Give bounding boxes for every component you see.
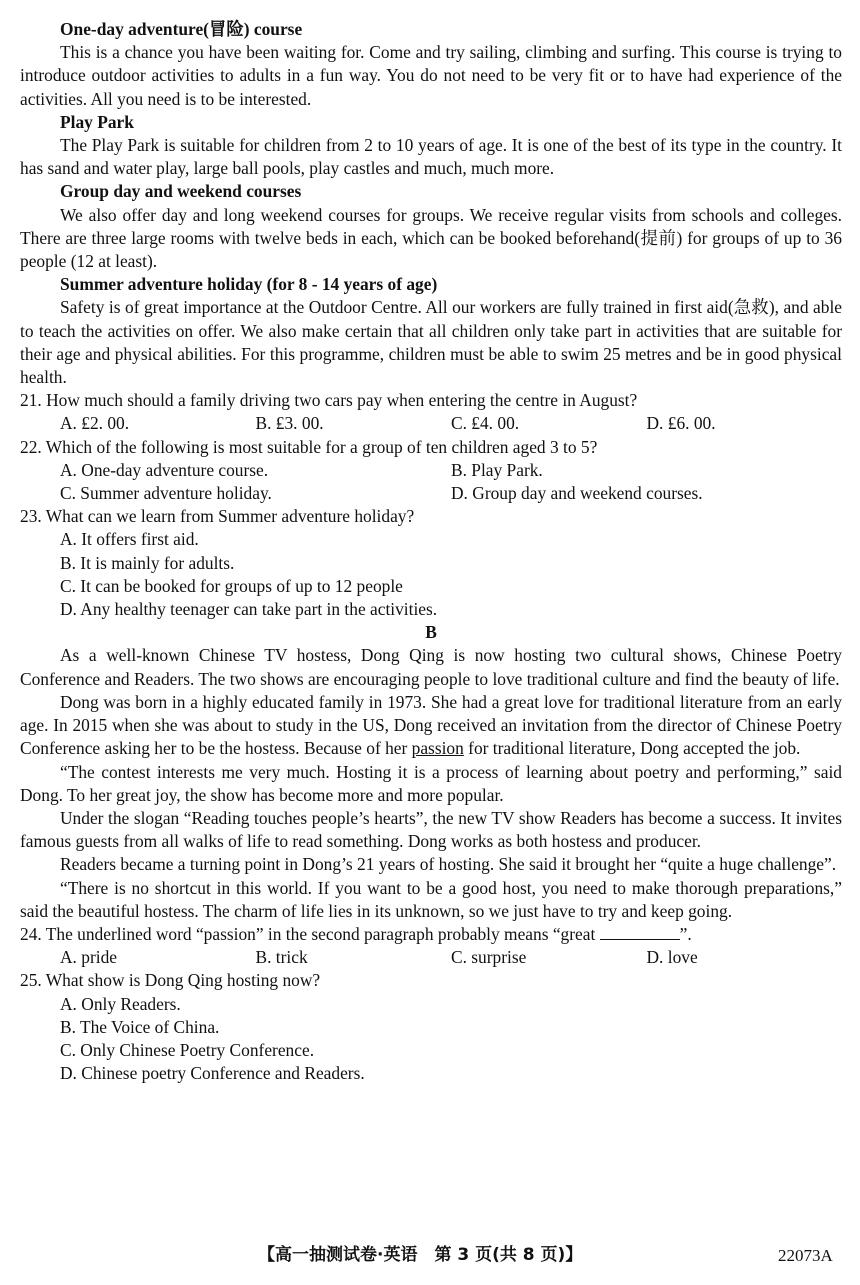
question-25-option-a[interactable]: A. Only Readers. bbox=[60, 993, 181, 1014]
question-24-option-d[interactable]: D. love bbox=[646, 947, 698, 968]
question-24-stem-before: 24. The underlined word “passion” in the second paragraph probably means “great bbox=[20, 923, 600, 944]
heading-one-day-adventure: One-day adventure(冒险) course bbox=[60, 19, 303, 39]
paragraph-b-2-after: for traditional literature, Dong accepted the job. bbox=[463, 738, 801, 759]
question-23-option-b[interactable]: B. It is mainly for adults. bbox=[60, 552, 235, 573]
question-22-option-b[interactable]: B. Play Park. bbox=[451, 459, 543, 480]
question-23-option-c[interactable]: C. It can be booked for groups of up to 12 people bbox=[60, 575, 403, 596]
question-21-stem: 21. How much should a family driving two cars pay when entering the centre in August? bbox=[20, 390, 638, 411]
exam-page bbox=[20, 18, 842, 1085]
paragraph-b-2-before: Dong was born in a highly educated family in 1973. She had a great love for traditional literature from an early age. In 2015 when she was about to study in the US, Dong received an invitation from the director of Chinese Poetry Conference asking her to be the hostess. Because of her bbox=[20, 691, 842, 759]
question-23-stem: 23. What can we learn from Summer adventure holiday? bbox=[20, 506, 415, 527]
question-23-option-a[interactable]: A. It offers first aid. bbox=[60, 529, 199, 550]
question-22-option-d[interactable]: D. Group day and weekend courses. bbox=[451, 483, 703, 504]
question-22-option-c[interactable]: C. Summer adventure holiday. bbox=[60, 483, 272, 504]
question-24-option-a[interactable]: A. pride bbox=[60, 947, 117, 968]
question-22-stem: 22. Which of the following is most suitable for a group of ten children aged 3 to 5? bbox=[20, 436, 598, 457]
footer-exam-code: 22073A bbox=[778, 1246, 833, 1265]
question-25-option-c[interactable]: C. Only Chinese Poetry Conference. bbox=[60, 1039, 315, 1060]
page-footer bbox=[0, 1244, 860, 1268]
question-25-stem: 25. What show is Dong Qing hosting now? bbox=[20, 970, 321, 991]
question-21-option-d[interactable]: D. ₤6. 00. bbox=[646, 413, 716, 434]
question-21-option-c[interactable]: C. ₤4. 00. bbox=[451, 413, 520, 434]
question-25-option-d[interactable]: D. Chinese poetry Conference and Readers. bbox=[60, 1063, 365, 1084]
paragraph-b-4: Under the slogan “Reading touches people’s hearts”, the new TV show Readers has become a success. It invites famous guests from all walks of life to read something. Dong works as both hostess and producer. bbox=[20, 807, 842, 852]
paragraph-b-6: “There is no shortcut in this world. If you want to be a good host, you need to make thorough preparations,” said the beautiful hostess. The charm of life lies in its unknown, so we just have to try and keep going. bbox=[20, 877, 842, 921]
question-21-option-b[interactable]: B. ₤3. 00. bbox=[255, 413, 324, 434]
question-24-stem bbox=[20, 923, 842, 946]
answer-blank bbox=[600, 923, 680, 940]
question-22-options-row2 bbox=[20, 482, 842, 505]
paragraph-b-5: Readers became a turning point in Dong’s 21 years of hosting. She said it brought her “quite a huge challenge”. bbox=[60, 854, 837, 875]
question-24-option-b[interactable]: B. trick bbox=[255, 947, 308, 968]
paragraph-b-3: “The contest interests me very much. Hosting it is a process of learning about poetry and performing,” said Dong. To her great joy, the show has become more and more popular. bbox=[20, 761, 842, 805]
question-25-option-b[interactable]: B. The Voice of China. bbox=[60, 1016, 220, 1037]
paragraph-summer-holiday: Safety is of great importance at the Outdoor Centre. All our workers are fully trained in first aid(急救), and able to teach the activities on offer. We also make certain that all children only take part in activities that are suitable for their age and physical abilities. For this programme, children must be able to swim 25 metres and be in good physical health. bbox=[20, 297, 842, 388]
question-24-option-c[interactable]: C. surprise bbox=[451, 947, 527, 968]
question-21-options bbox=[20, 412, 842, 435]
heading-summer-holiday: Summer adventure holiday (for 8 - 14 years of age) bbox=[60, 274, 438, 295]
paragraph-play-park: The Play Park is suitable for children from 2 to 10 years of age. It is one of the best of its type in the country. It has sand and water play, large ball pools, play castles and much, much more. bbox=[20, 135, 842, 179]
section-b-label: B bbox=[425, 622, 437, 643]
paragraph-b-1: As a well-known Chinese TV hostess, Dong Qing is now hosting two cultural shows, Chinese Poetry Conference and Readers. The two shows are encouraging people to love traditional culture and find the beauty of life. bbox=[20, 645, 842, 689]
paragraph-one-day-adventure: This is a chance you have been waiting for. Come and try sailing, climbing and surfing. This course is trying to introduce outdoor activities to adults in a fun way. You do not need to be very fit or to have had experience of the activities. All you need is to be interested. bbox=[20, 42, 842, 109]
question-22-option-a[interactable]: A. One-day adventure course. bbox=[60, 459, 269, 480]
underlined-word-passion: passion bbox=[411, 738, 464, 759]
question-22-options-row1 bbox=[20, 459, 842, 482]
question-23-option-d[interactable]: D. Any healthy teenager can take part in the activities. bbox=[60, 599, 438, 620]
paragraph-group-courses: We also offer day and long weekend courses for groups. We receive regular visits from schools and colleges. There are three large rooms with twelve beds in each, which can be booked beforehand(提前) for groups of up to 36 people (12 at least). bbox=[20, 204, 842, 272]
heading-play-park: Play Park bbox=[60, 111, 134, 132]
footer-page-label: 【高一抽测试卷·英语 第 3 页(共 8 页)】 bbox=[258, 1245, 583, 1265]
paragraph-b-2 bbox=[20, 691, 842, 761]
heading-group-courses: Group day and weekend courses bbox=[60, 181, 302, 202]
question-21-option-a[interactable]: A. ₤2. 00. bbox=[60, 413, 130, 434]
question-24-stem-after: ”. bbox=[679, 923, 692, 944]
question-24-options bbox=[20, 946, 842, 969]
